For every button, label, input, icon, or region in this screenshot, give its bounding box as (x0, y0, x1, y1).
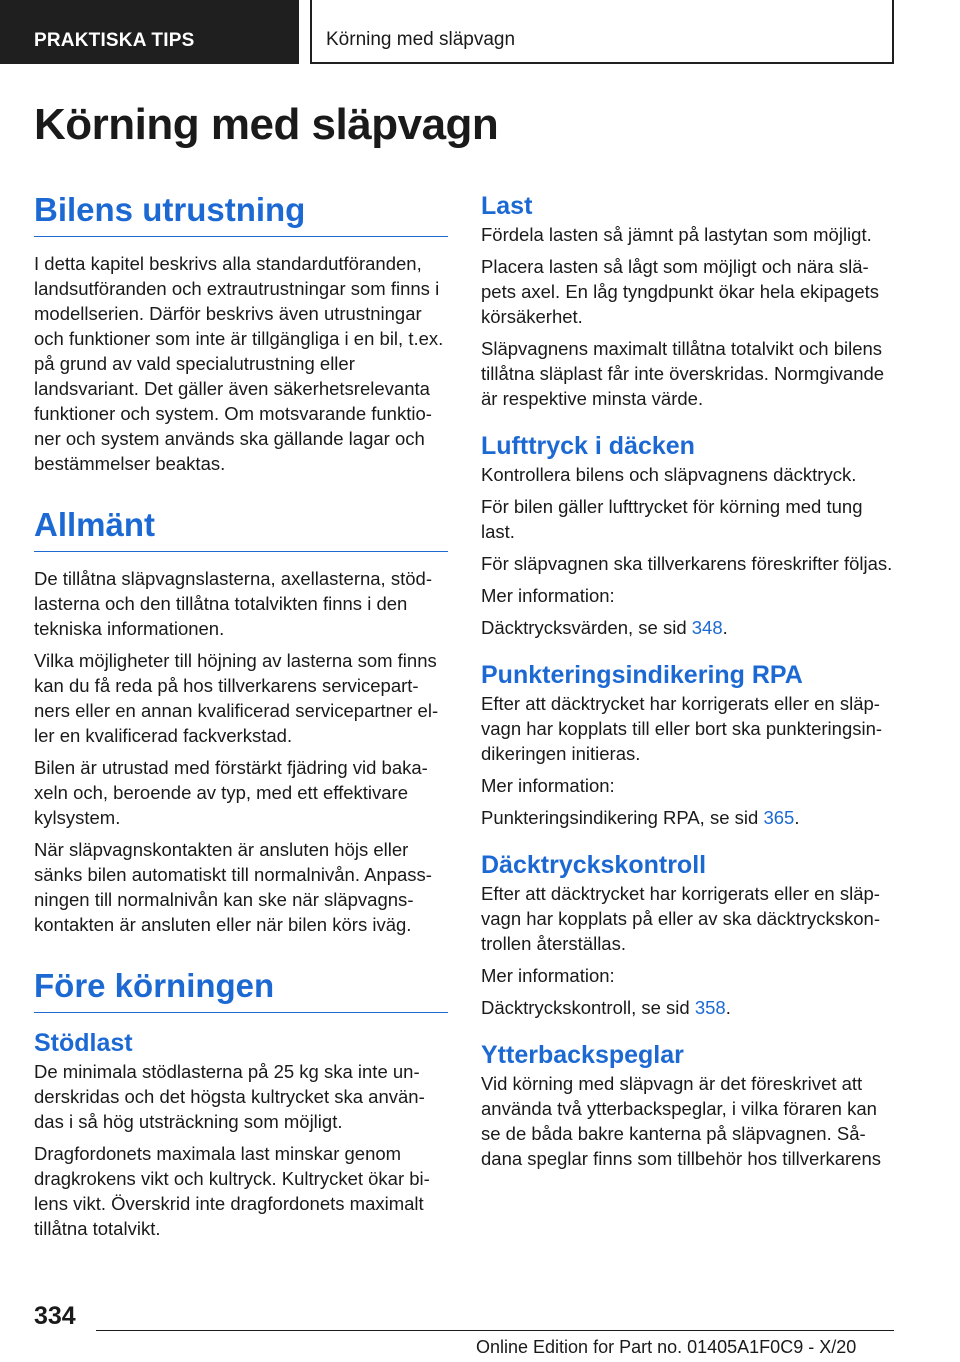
page-title: Körning med släpvagn (34, 100, 499, 149)
footer-edition: Online Edition for Part no. 01405A1F0C9 - X/20 (476, 1337, 857, 1357)
paragraph: Placera lasten så lågt som möjligt och nära släpets axel. En låg tyngdpunkt ökar hela ekipagets körsäkerhet. (481, 256, 880, 327)
reference-end: . (722, 617, 728, 638)
reference-text: Däcktrycksvärden, se sid (481, 617, 692, 638)
left-column (34, 190, 448, 1248)
header-chapter-box (310, 0, 894, 64)
page-link-348[interactable]: 348 (691, 617, 723, 638)
right-column (481, 190, 895, 1178)
paragraph: Dragfordonets maximala last minskar genom dragkrokens vikt och kultryck. Kultrycket ökar bilens vikt. Överskrid inte dragfordonets maximalt tillåtna totalvikt. (34, 1143, 430, 1239)
paragraph: Fördela lasten så jämnt på lastytan som möjligt. (481, 224, 872, 245)
paragraph: Bilen är utrustad med förstärkt fjädring vid bakaxeln och, beroende av typ, med ett effektivare kylsystem. (34, 757, 428, 828)
paragraph: För släpvagnen ska tillverkarens föreskrifter följas. (481, 553, 893, 574)
reference-line (481, 805, 895, 830)
paragraph: De tillåtna släpvagnslasterna, axellasterna, stödlasterna och den tillåtna totalvikten finns i den tekniska informationen. (34, 568, 432, 639)
paragraph: Kontrollera bilens och släpvagnens däcktryck. (481, 464, 857, 485)
paragraph: När släpvagnskontakten är ansluten höjs eller sänks bilen automatiskt till normalnivån. Anpassningen till normalnivån kan ske när släpvagnskontakten är ansluten eller när bilen körs iväg. (34, 839, 432, 935)
subheading-lufttryck: Lufttryck i däcken (481, 432, 695, 460)
footer-divider (96, 1330, 894, 1331)
reference-end: . (794, 807, 800, 828)
subheading-rpa: Punkteringsindikering RPA (481, 661, 803, 689)
page-link-365[interactable]: 365 (763, 807, 795, 828)
reference-text: Däcktryckskontroll, se sid (481, 997, 695, 1018)
paragraph: I detta kapitel beskrivs alla standardutföranden, landsutföranden och extrautrustningar som finns i modellserien. Därför beskrivs även utrustningar och funktioner som inte är tillgängliga i en bil, t.ex. på grund av vald specialutrustning eller landsvariant. Det gäller även säkerhetsrelevanta funktioner och system. Om motsvarande funktioner och system används ska gällande lagar och bestämmelser beaktas. (34, 253, 444, 474)
header-section-label: PRAKTISKA TIPS (34, 30, 195, 51)
header-chapter-label: Körning med släpvagn (326, 29, 516, 50)
subheading-stodlast: Stödlast (34, 1029, 133, 1057)
subheading-last: Last (481, 192, 533, 220)
subheading-dacktryckskontroll: Däcktryckskontroll (481, 851, 707, 879)
heading-allmant: Allmänt (34, 505, 448, 552)
paragraph: Efter att däcktrycket har korrigerats eller en släpvagn har kopplats till eller bort ska punkteringsindikeringen initieras. (481, 693, 883, 764)
reference-line (481, 995, 895, 1020)
paragraph: Efter att däcktrycket har korrigerats eller en släpvagn har kopplats på eller av ska däcktryckskontrollen återställas. (481, 883, 880, 954)
paragraph: Vilka möjligheter till höjning av lasterna som finns kan du få reda på hos tillverkarens servicepartners eller en annan kvalificerad servicepartner eller en kvalificerad fackverkstad. (34, 650, 439, 746)
paragraph: De minimala stödlasterna på 25 kg ska inte underskridas och det högsta kultrycket ska användas i så hög utsträckning som möjligt. (34, 1061, 425, 1132)
page-number: 334 (34, 1302, 76, 1330)
header-section-tab (0, 0, 299, 64)
paragraph: Mer information: (481, 585, 615, 606)
paragraph: För bilen gäller lufttrycket för körning med tung last. (481, 496, 863, 542)
paragraph: Mer information: (481, 775, 615, 796)
paragraph: Släpvagnens maximalt tillåtna totalvikt och bilens tillåtna släplast får inte överskridas. Normgivande är respektive minsta värde. (481, 338, 885, 409)
subheading-ytterbackspeglar: Ytterbackspeglar (481, 1041, 684, 1069)
paragraph: Mer information: (481, 965, 615, 986)
reference-text: Punkteringsindikering RPA, se sid (481, 807, 764, 828)
heading-fore-korningen: Före körningen (34, 966, 448, 1013)
reference-line (481, 615, 895, 640)
paragraph: Vid körning med släpvagn är det föreskrivet att använda två ytterbackspeglar, i vilka föraren kan se de båda bakre kanterna på släpvagnen. Sådana speglar finns som tillbehör hos tillverkarens (481, 1073, 882, 1169)
heading-bilens-utrustning: Bilens utrustning (34, 190, 448, 237)
page-link-358[interactable]: 358 (694, 997, 726, 1018)
reference-end: . (725, 997, 731, 1018)
